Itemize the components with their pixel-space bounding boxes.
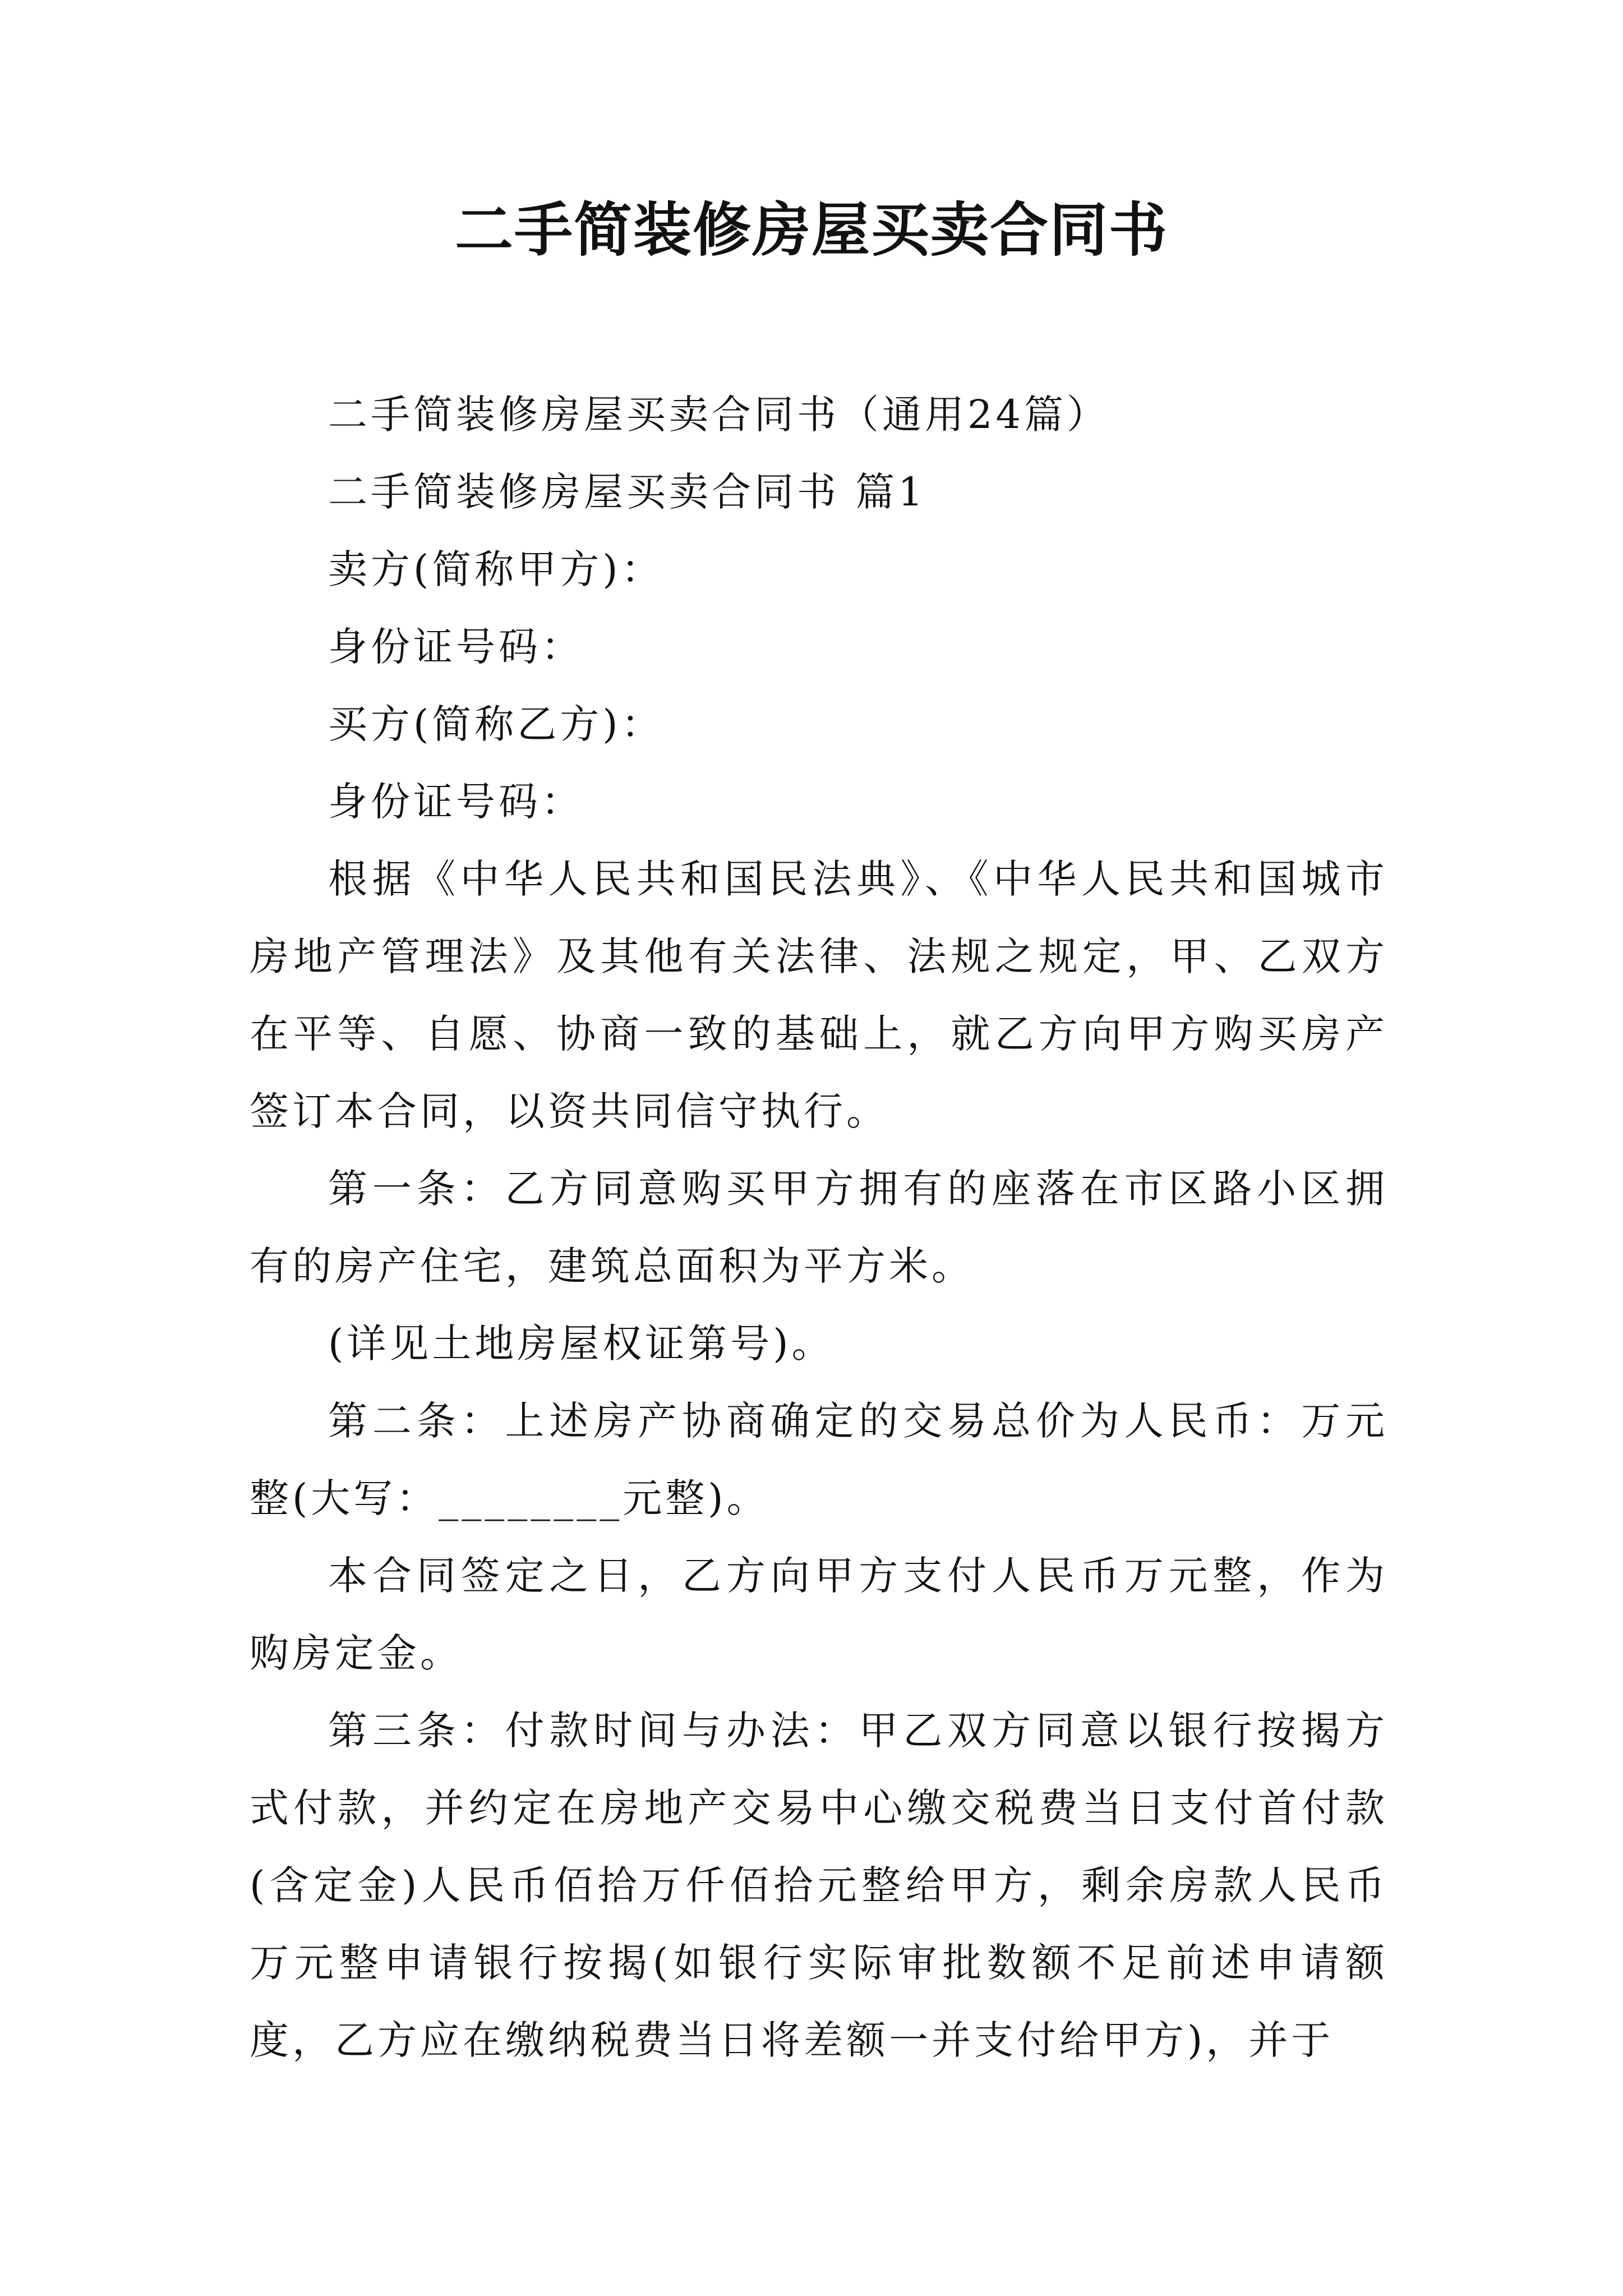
paragraph-seller: 卖方(简称甲方)： xyxy=(328,546,664,592)
document-body xyxy=(250,376,1388,2079)
paragraph-article-1: 第一条：乙方同意购买甲方拥有的座落在市区路小区拥有的房产住宅，建筑总面积为平方米。 xyxy=(250,1166,1388,1289)
document-title: 二手简装修房屋买卖合同书 xyxy=(454,196,1168,264)
paragraph-seller-id: 身份证号码： xyxy=(328,624,584,670)
paragraph-legal-basis: 根据《中华人民共和国民法典》、《中华人民共和国城市房地产管理法》及其他有关法律、法规之规定，甲、乙双方在平等、自愿、协商一致的基础上，就乙方向甲方购买房产签订本合同，以资共同信守执行。 xyxy=(250,856,1388,1134)
paragraph-collection-title: 二手简装修房屋买卖合同书（通用24篇） xyxy=(328,392,1110,438)
paragraph-article-3: 第三条：付款时间与办法：甲乙双方同意以银行按揭方式付款，并约定在房地产交易中心缴交税费当日支付首付款(含定金)人民币佰拾万仟佰拾元整给甲方，剩余房款人民币万元整申请银行按揭(如银行实际审批数额不足前述申请额度，乙方应在缴纳税费当日将差额一并支付给甲方)，并于 xyxy=(250,1708,1388,2063)
paragraph-certificate-note: (详见土地房屋权证第号)。 xyxy=(328,1320,834,1366)
paragraph-buyer: 买方(简称乙方)： xyxy=(328,701,664,747)
paragraph-section-heading: 二手简装修房屋买卖合同书 篇1 xyxy=(328,469,926,515)
paragraph-article-2: 第二条：上述房产协商确定的交易总价为人民币：万元整(大写：________元整)。 xyxy=(250,1398,1388,1521)
paragraph-buyer-id: 身份证号码： xyxy=(328,779,584,825)
paragraph-deposit: 本合同签定之日，乙方向甲方支付人民币万元整，作为购房定金。 xyxy=(250,1553,1388,1676)
